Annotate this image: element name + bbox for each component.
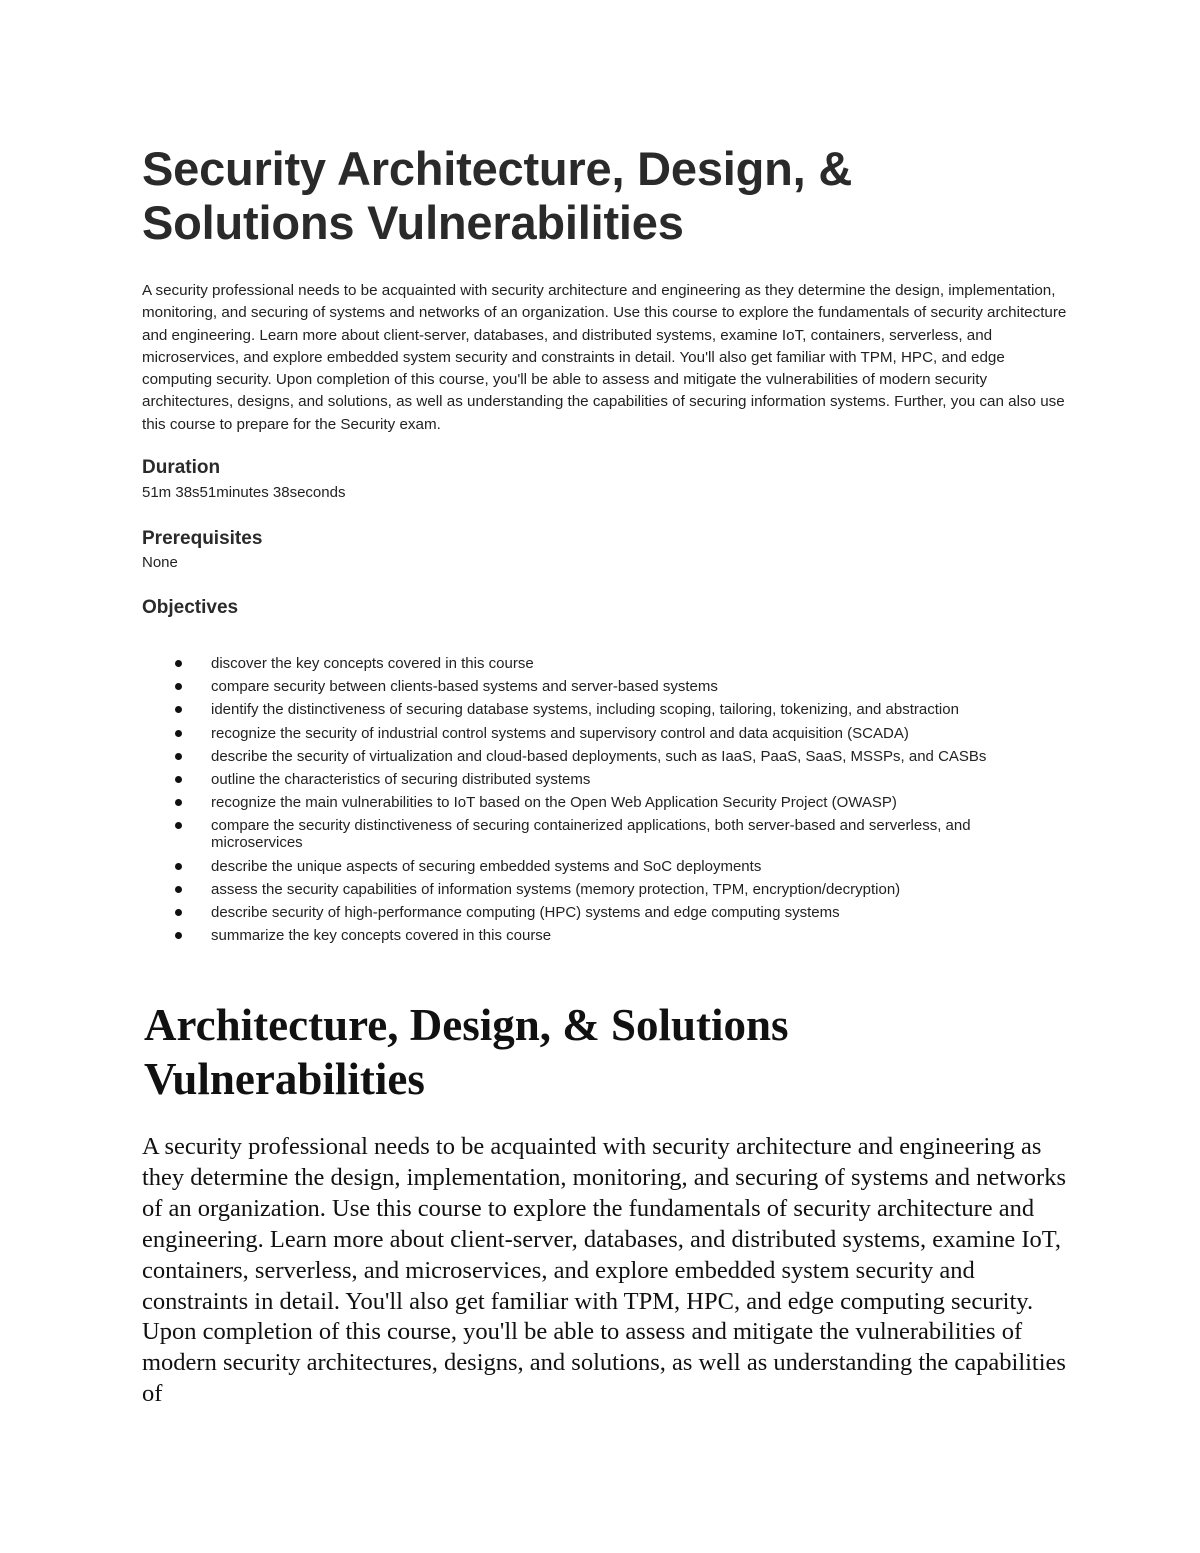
objective-item [142, 904, 1061, 921]
objective-item [142, 771, 1061, 788]
objective-text: describe security of high-performance computing (HPC) systems and edge computing systems [211, 903, 840, 921]
second-course-description: A security professional needs to be acquainted with security architecture and engineering as they determine the design, implementation, monitoring, and securing of systems and networks of an organization. Use this course to explore the fundamentals of security architecture and engineering. Learn more about client-server, databases, and distributed systems, examine IoT, containers, serverless, and microservices, and explore embedded system security and constraints in detail. You'll also get familiar with TPM, HPC, and edge computing security. Upon completion of this course, you'll be able to assess and mitigate the vulnerabilities of modern security architectures, designs, and solutions, as well as understanding the capabilities of [142, 1133, 1067, 1408]
objective-item [142, 858, 1061, 875]
bullet-icon [175, 863, 182, 870]
objective-item [142, 817, 1061, 851]
objective-text: discover the key concepts covered in this course [211, 655, 534, 672]
objective-text: recognize the security of industrial control systems and supervisory control and data acquisition (SCADA) [211, 724, 909, 742]
objectives-list [142, 655, 1067, 950]
bullet-icon [175, 822, 182, 829]
objective-text: outline the characteristics of securing distributed systems [211, 770, 591, 788]
prerequisites-heading: Prerequisites [142, 528, 263, 549]
objective-item [142, 701, 1061, 718]
objective-text: assess the security capabilities of information systems (memory protection, TPM, encryption/decryption) [211, 880, 901, 898]
bullet-icon [175, 799, 182, 806]
course-title: Security Architecture, Design, & Solutions Vulnerabilities [142, 142, 853, 249]
prerequisites-value: None [142, 554, 178, 571]
bullet-icon [175, 730, 182, 737]
course-description: A security professional needs to be acquainted with security architecture and engineering as they determine the design, implementation, monitoring, and securing of systems and networks of an organization. Use this course to explore the fundamentals of security architecture and engineering. Learn more about client-server, databases, and distributed systems, examine IoT, containers, serverless, and microservices, and explore embedded system security and constraints in detail. You'll also get familiar with TPM, HPC, and edge computing security. Upon completion of this course, you'll be able to assess and mitigate the vulnerabilities of modern security architectures, designs, and solutions, as well as understanding the capabilities of securing information systems. Further, you can also use this course to prepare for the Security exam. [142, 282, 1067, 433]
duration-value: 51m 38s51minutes 38seconds [142, 484, 346, 501]
objective-item [142, 725, 1061, 742]
objective-item [142, 794, 1061, 811]
objective-text: recognize the main vulnerabilities to IoT based on the Open Web Application Security Project (OWASP) [211, 794, 897, 812]
bullet-icon [175, 753, 182, 760]
duration-heading: Duration [142, 457, 221, 478]
bullet-icon [175, 909, 182, 916]
objective-item [142, 678, 1061, 695]
objectives-heading: Objectives [142, 597, 239, 618]
objective-item [142, 655, 1061, 672]
objective-text: identify the distinctiveness of securing database systems, including scoping, tailoring, tokenizing, and abstraction [211, 701, 959, 719]
objective-text: describe the unique aspects of securing embedded systems and SoC deployments [211, 857, 762, 875]
objective-item [142, 748, 1061, 765]
objective-text: compare the security distinctiveness of securing containerized applications, both server-based and serverless, and microservices [211, 817, 971, 852]
second-course-title: Architecture, Design, & Solutions Vulnerabilities [144, 1000, 789, 1104]
bullet-icon [175, 660, 182, 667]
objective-item [142, 881, 1061, 898]
objective-item [142, 927, 1061, 944]
bullet-icon [175, 706, 182, 713]
bullet-icon [175, 683, 182, 690]
objective-text: compare security between clients-based systems and server-based systems [211, 678, 718, 696]
bullet-icon [175, 932, 182, 939]
bullet-icon [175, 886, 182, 893]
bullet-icon [175, 776, 182, 783]
objective-text: summarize the key concepts covered in this course [211, 927, 552, 945]
objective-text: describe the security of virtualization and cloud-based deployments, such as IaaS, PaaS, SaaS, MSSPs, and CASBs [211, 747, 987, 765]
